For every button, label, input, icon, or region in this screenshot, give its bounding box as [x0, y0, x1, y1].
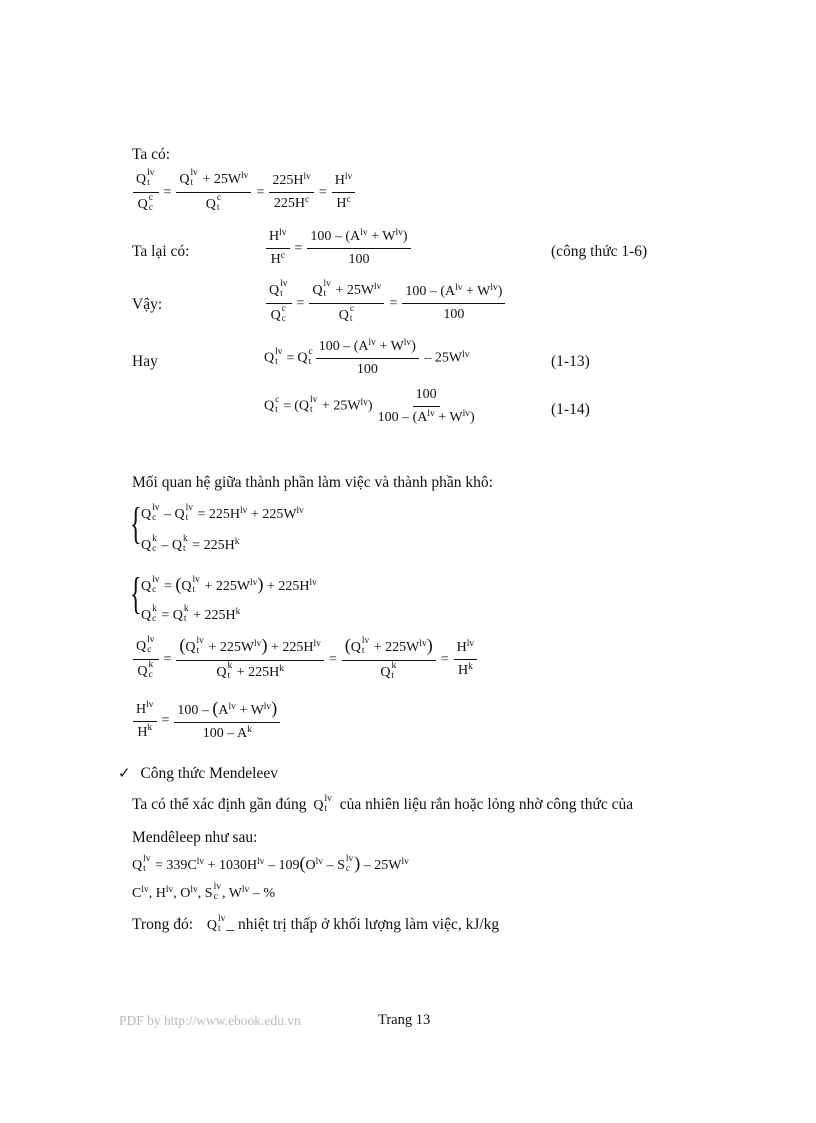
checkmark-icon: ✓: [118, 764, 131, 782]
equation-h-ratio-k: $\frac{H^{lv}}{H^k}$ = $\frac{100 - (A^{lv} + W^{lv})}{100 - A^k}$: [131, 699, 282, 743]
bullet-title: Công thức Mendeleev: [140, 765, 278, 782]
mendeleev-units: $C^{lv}$, $H^{lv}$, $O^{lv}$, S lv c , $W^{lv}$ – %: [132, 882, 275, 902]
vay-label: Vậy:: [132, 296, 163, 313]
equation-h-ratio: $\frac{H^{lv}}{H^c}$ = $\frac{100 - (A^{lv} + W^{lv})}{100}$: [264, 228, 413, 269]
definition-text: _ nhiệt trị thấp ở khối lượng làm việc, kJ/kg: [226, 916, 500, 934]
system-2-line-1: Q lv c = (Q lv t + $225W^{lv}) + 225H^{lv}$: [141, 574, 317, 595]
relation-heading: Mối quan hệ giữa thành phần làm việc và thành phần khô:: [132, 474, 493, 491]
definition-line: Trong đó: Q lv t _ nhiệt trị thấp ở khối lượng làm việc, kJ/kg: [132, 914, 500, 934]
equation-1-13: Q lv t = Q c t $\frac{100 - (A^{lv} + W^{lv})}{100}$ – $25W^{lv}$: [264, 337, 470, 377]
system-2-line-2: Q k c = Q k t + $225H^k$: [141, 604, 241, 624]
intro-label: Ta có:: [132, 146, 171, 163]
equation-big-ratio: Q lv c Q k c = (Q lv t + $225W^{lv}) + 225H^{lv}$ Q k t + $225H^k$ = (Q lv t + $225W^{lv}$) Q k t = $\frac{H^{lv}}{H^k}$: [131, 636, 479, 683]
hay-label: Hay: [132, 353, 158, 370]
ta-lai-co-label: Ta lại có:: [132, 243, 190, 260]
equation-ratio-2: Q lv t Q c c = Q lv t + $25W^{lv}$ Q c t = $\frac{100 - (A^{lv} + W^{lv})}{100}$: [264, 281, 507, 326]
equation-number-13: (1-13): [551, 353, 590, 370]
equation-ratio-1: Q lv t Q c c = Q lv t + $25W^{lv}$ Q c t = $\frac{225H^{lv}}{225H^c}$ = $\frac{H^{lv}}{H^c}$: [131, 170, 357, 215]
footer-source-link[interactable]: PDF by http://www.ebook.edu.vn: [119, 1013, 301, 1028]
bullet-item: [118, 764, 278, 783]
paragraph-line-2: Mendêleep như sau:: [132, 829, 258, 846]
equation-number-14: (1-14): [551, 401, 590, 418]
para-text-start: Ta có thể xác định gần đúng: [132, 796, 307, 814]
formula-reference: (công thức 1-6): [551, 243, 648, 260]
units-tail: – %: [252, 886, 275, 902]
page-number: Trang 13: [378, 1012, 431, 1028]
trong-do-label: Trong đó:: [132, 916, 194, 934]
system-1-line-1: Q lv c – Q lv t = $225H^{lv} + 225W^{lv}$: [141, 503, 304, 523]
system-brace-1: {: [130, 499, 142, 548]
system-1-line-2: Q k c – Q k t = $225H^k$: [141, 534, 240, 554]
para-text-end: của nhiên liệu rắn hoặc lỏng nhờ công thức của: [339, 796, 634, 814]
paragraph-line-1: Ta có thể xác định gần đúng Q lv t của nhiên liệu rắn hoặc lỏng nhờ công thức của: [132, 794, 634, 814]
mendeleev-formula: Q lv t = $339C^{lv} + 1030H^{lv} - 109(O^{lv} - S$ lv c ) – $25W^{lv}$: [132, 853, 409, 874]
system-brace-2: {: [130, 569, 142, 618]
equation-1-14: Q c t = (Q lv t + $25W^{lv}$) $\frac{100}{100 - (A^{lv} + W^{lv})}$: [264, 387, 475, 425]
